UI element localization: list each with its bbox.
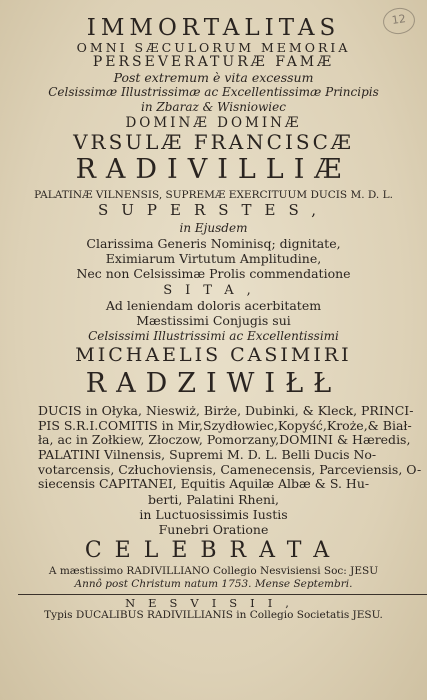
titles-line-3: ła, ac in Zołkiew, Złoczow, Pomorzany,DOMINI & Hæredis, [38, 432, 411, 448]
titles-line-1: DUCIS in Ołyka, Nieswiż, Birże, Dubinki, & Kleck, PRINCI- [38, 403, 414, 419]
line-zbaraz: in Zbaraz & Wisniowiec [141, 99, 286, 114]
line-radziwill: RADZIWIŁŁ [85, 367, 342, 399]
titles-line-5: votarcensis, Człuchoviensis, Camenecensis, Parceviensis, O- [38, 461, 422, 477]
line-clarissima: Clarissima Generis Nominisq; dignitate, [86, 236, 341, 252]
line-sita: SITA, [163, 282, 264, 298]
imprint-rule [18, 594, 427, 595]
subtitle-famae: PERSEVERATURÆ FAMÆ [92, 54, 335, 71]
line-luctuosissimis: in Luctuosissimis Iustis [139, 506, 288, 522]
line-rheni: berti, Palatini Rheni, [147, 491, 280, 507]
line-conjugis: Mæstissimi Conjugis sui [136, 313, 291, 329]
line-typis: Typis DUCALIBUS RADIVILLIANIS in Collegio Societatis JESU. [44, 609, 383, 622]
line-collegio: A mæstissimo RADIVILLIANO Collegio Nesvisiensi Soc: JESU [48, 565, 379, 578]
line-oratione: Funebri Oratione [158, 522, 269, 538]
titles-line-2: PIS S.R.I.COMITIS in Mir,Szydłowiec,Kopyść,Kroże,& Biał- [38, 417, 412, 433]
line-ejusdem: in Ejusdem [179, 220, 248, 235]
line-superstes: SUPERSTES, [98, 200, 329, 219]
line-celsissimi: Celsissimi Illustrissimi ac Excellentissimi [88, 329, 339, 344]
line-eximiarum: Eximiarum Virtutum Amplitudine, [105, 251, 322, 267]
titles-line-6: siecensis CAPITANEI, Equitis Aquilæ Albæ & S. Hu- [38, 476, 370, 492]
title-immortalitas: IMMORTALITAS [86, 15, 341, 41]
line-ursulae: VRSULÆ FRANCISCÆ [73, 130, 354, 155]
titles-line-4: PALATINI Vilnensis, Supremi M. D. L. Belli Ducis No- [38, 447, 377, 463]
line-dominae: DOMINÆ DOMINÆ [125, 115, 302, 132]
line-leniendam: Ad leniendam doloris acerbitatem [105, 298, 322, 314]
line-michaelis: MICHAELIS CASIMIRI [75, 344, 352, 366]
line-excessum: Post extremum è vita excessum [113, 69, 314, 85]
page-number-stamp: 12 [381, 6, 416, 36]
line-principis: Celsissimæ Illustrissimæ ac Excellentissimæ Principis [48, 85, 379, 100]
titles-paragraph [38, 403, 422, 492]
line-radivilliae: RADIVILLIÆ [75, 154, 352, 186]
line-prolis: Nec non Celsissimæ Prolis commendatione [76, 266, 351, 282]
line-celebrata: CELEBRATA [84, 538, 343, 564]
line-nesvisii: NESVISII, [125, 596, 302, 611]
line-palatinae: PALATINÆ VILNENSIS, SUPREMÆ EXERCITUUM DUCIS M. D. L. [34, 188, 393, 201]
line-anno: Annô post Christum natum 1753. Mense Septembri. [74, 578, 353, 591]
subtitle-memoria: OMNI SÆCULORUM MEMORIA [76, 40, 351, 56]
